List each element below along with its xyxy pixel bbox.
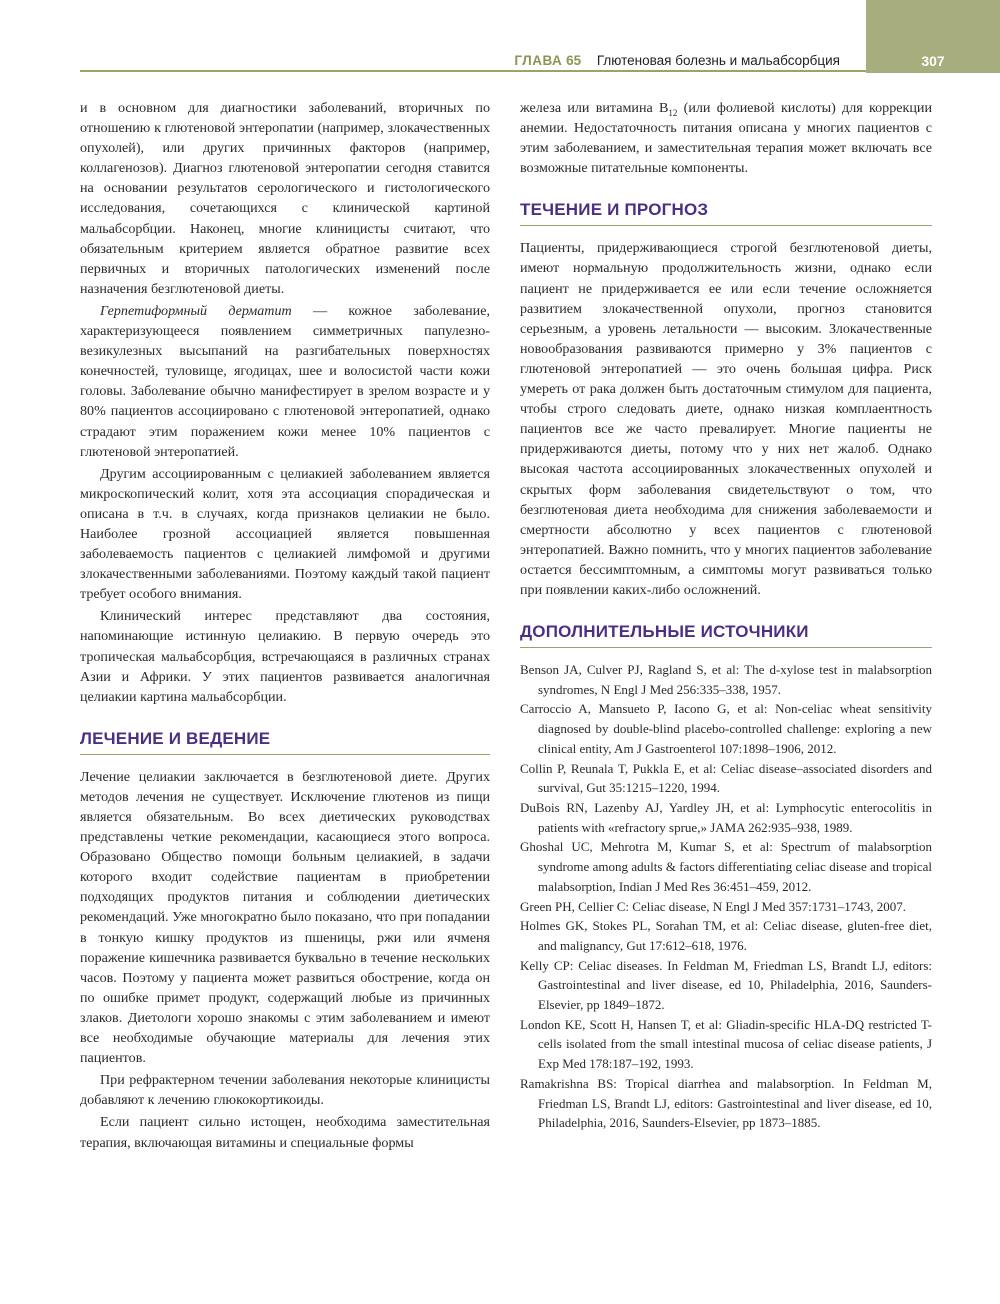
right-column: [520, 98, 932, 1133]
page-number: 307: [921, 53, 945, 69]
paragraph: и в основном для диагностики заболеваний, вторичных по отношению к глютеновой энтеропатии (например, злокачественных опухолей), или других причинных факторов (например, коллагенозов). Диагноз глютеновой энтеропатии сегодня ставится на основании результатов серологического и гистологического исследования, сочетающихся с клинической картиной мальабсорбции. Наконец, многие клиницисты считают, что обязательным критерием является обратное развитие всех первичных и вторичных патологических изменений после назначения безглютеновой диеты.: [80, 100, 490, 297]
reference-item: DuBois RN, Lazenby AJ, Yardley JH, et al: Lymphocytic enterocolitis in patients with «refractory sprue,» JAMA 262:935–938, 1989.: [520, 799, 932, 835]
paragraph-text: железа или витамина B: [520, 100, 669, 116]
reference-item: Benson JA, Culver PJ, Ragland S, et al: The d-xylose test in malabsorption syndromes, N Engl J Med 256:335–338, 1957.: [520, 662, 932, 697]
header-text: [514, 53, 840, 68]
chapter-title: Глютеновая болезнь и мальабсорбция: [596, 53, 840, 68]
paragraph-continued: [520, 98, 932, 178]
paragraph: Другим ассоциированным с целиакией заболеванием является микроскопический колит, хотя эта ассоциация спорадическая и описана в т.ч. в случаях, когда признаков целиакии не было. Наиболее грозной ассоциацией является повышенная заболеваемость пациентов с целиакией лимфомой и другими злокачественными заболеваниями. Поэтому каждый такой пациент требует особого внимания.: [80, 465, 490, 603]
page-number-tab: [866, 0, 1000, 73]
reference-item: London KE, Scott H, Hansen T, et al: Gliadin-specific HLA-DQ restricted T-cells isolated from the small intestinal mucosa of celiac disease patients, J Exp Med 178:187–192, 1993.: [520, 1016, 932, 1072]
reference-item: Green PH, Cellier C: Celiac disease, N Engl J Med 357:1731–1743, 2007.: [520, 898, 906, 914]
reference-item: Holmes GK, Stokes PL, Sorahan TM, et al: Celiac disease, gluten-free diet, and malignancy, Gut 17:612–618, 1976.: [520, 918, 932, 953]
paragraph: При рефрактерном течении заболевания некоторые клиницисты добавляют к лечению глюкокортикоиды.: [80, 1072, 490, 1109]
paragraph: Если пациент сильно истощен, необходима заместительная терапия, включающая витамины и специальные формы: [80, 1114, 490, 1151]
paragraph: Клинический интерес представляют два состояния, напоминающие истинную целиакию. В первую очередь это тропическая мальабсорбция, встречающаяся в различных странах Азии и Африки. У этих пациентов развивается аналогичная целиакии картина мальабсорбции.: [80, 608, 490, 705]
running-header: [80, 50, 866, 72]
term-dermatitis: Герпетиформный дерматит: [100, 302, 292, 319]
subscript: 12: [668, 107, 678, 118]
paragraph-text: — кожное заболевание, характеризующееся появлением симметричных папулезно-везикулезных высыпаний на разгибательных поверхностях конечностей, туловище, ягодицах, шее и волосистой части кожи головы. Заболевание обычно манифестирует в зрелом возрасте и у 80% пациентов ассоциировано с глютеновой энтеропатией, однако страдают этим поражением кожи менее 10% пациентов с глютеновой энтеропатией.: [80, 302, 490, 460]
chapter-word: ГЛАВА: [514, 53, 563, 68]
reference-item: Carroccio A, Mansueto P, Iacono G, et al: Non-celiac wheat sensitivity diagnosed by double-blind placebo-controlled challenge: exploring a new clinical entity, Am J Gastroenterol 107:1898–1906, 2012.: [520, 701, 932, 756]
paragraph-text: (или фолиевой кислоты) для коррекции анемии. Недостаточность питания описана у многих пациентов с этим заболеванием, и заместительная терапия может включать все возможные питательные компоненты.: [520, 100, 932, 177]
section-heading-prognosis: ТЕЧЕНИЕ И ПРОГНОЗ: [520, 200, 932, 226]
header-rule: [80, 70, 866, 72]
left-column: [80, 98, 490, 1153]
chapter-number: 65: [566, 53, 582, 68]
reference-list: [520, 660, 932, 1133]
paragraph: Пациенты, придерживающиеся строгой безглютеновой диеты, имеют нормальную продолжительность жизни, однако если пациент не придерживается ее или если течение осложняется развитием злокачественной опухоли, прогноз становится серьезным, а уровень летальности — высоким. Злокачественные новообразования развиваются примерно у 3% пациентов с глютеновой энтеропатией — это очень большая цифра. Риск умереть от рака должен быть достаточным стимулом для пациента, чтобы строго следовать диете, однако низкая комплаентность пациентов все же часто превалирует. Многие пациенты не придерживаются диеты, потому что у них нет жалоб. Однако высокая частота ассоциированных злокачественных опухолей и скрытых форм заболевания свидетельствуют о том, что безглютеновая диета необходима для снижения заболеваемости и смертности абсолютно у всех пациентов с глютеновой энтеропатией. Важно помнить, что у многих пациентов заболевание остается бессимптомным, а симптомы могут развиваться только при появлении каких-либо осложнений.: [520, 240, 932, 598]
reference-item: Kelly CP: Celiac diseases. In Feldman M, Friedman LS, Brandt LJ, editors: Gastrointestinal and liver disease, ed 10, Philadelphia, 2016, Saunders-Elsevier, pp 1849–1872.: [520, 957, 932, 1013]
section-heading-treatment: ЛЕЧЕНИЕ И ВЕДЕНИЕ: [80, 729, 490, 755]
paragraph: Лечение целиакии заключается в безглютеновой диете. Других методов лечения не существует. Исключение глютенов из пищи является обязательным. Во всех диетических руководствах представлены четкие рекомендации, касающиеся этого вопроса. Образовано Общество помощи больным целиакией, в задачи которого входит содействие пациентам в приобретении подходящих продуктов питания и соблюдении диетических рекомендаций. Уже многократно было показано, что при попадании в тонкую кишку продуктов из пшеницы, ржи или ячменя поражение кишечника развивается буквально в течение нескольких часов. Поэтому у пациента может развиться обострение, когда он по ошибке примет продукт, содержащий любые из причинных злаков. Диетологи хорошо знакомы с этим заболеванием и имеют все необходимые обучающие материалы для лечения этих пациентов.: [80, 768, 490, 1067]
reference-item: Ramakrishna BS: Tropical diarrhea and malabsorption. In Feldman M, Friedman LS, Brandt LJ, editors: Gastrointestinal and liver disease, ed 10, Philadelphia, 2016, Saunders-Elsevier, pp 1873–1885.: [520, 1075, 932, 1131]
reference-item: Ghoshal UC, Mehrotra M, Kumar S, et al: Spectrum of malabsorption syndrome among adults & factors differentiating celiac disease and tropical malabsorption, Indian J Med Res 36:451–459, 2012.: [520, 839, 932, 894]
reference-item: Collin P, Reunala T, Pukkla E, et al: Celiac disease–associated disorders and survival, Gut 35:1215–1220, 1994.: [520, 760, 932, 796]
section-heading-sources: ДОПОЛНИТЕЛЬНЫЕ ИСТОЧНИКИ: [520, 622, 932, 648]
paragraph-dermatitis: [80, 301, 490, 462]
